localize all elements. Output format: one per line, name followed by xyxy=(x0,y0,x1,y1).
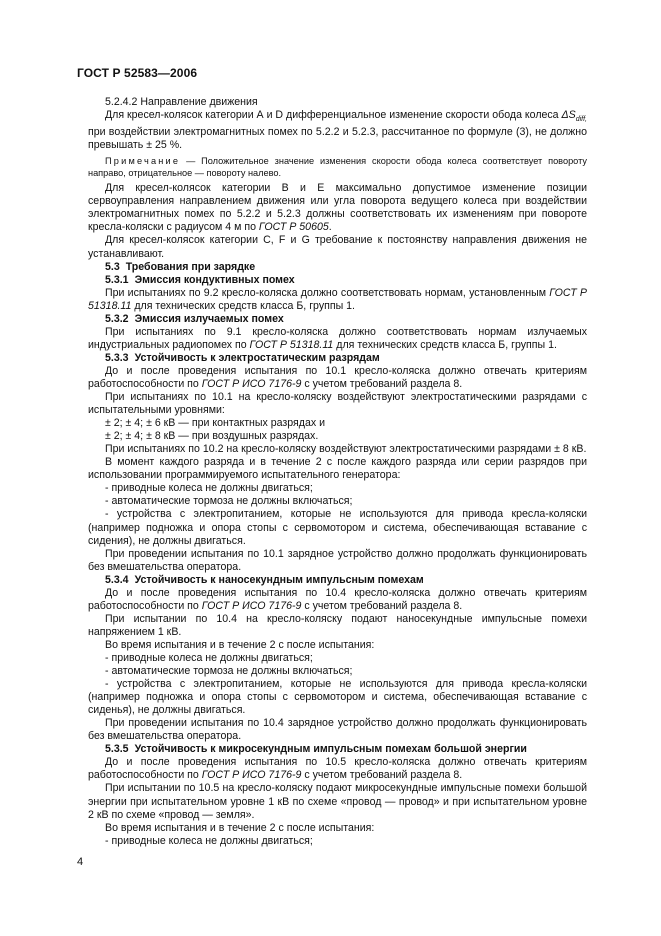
paragraph: Для кресел-колясок категории С, F и G требование к постоянству направления движения не устанавливают. xyxy=(88,234,587,260)
subsection-5242: 5.2.4.2 Направление движения xyxy=(105,96,258,108)
list-item: - приводные колеса не должны двигаться; xyxy=(105,651,313,664)
section-heading-5-3-5: 5.3.5 Устойчивость к микросекундным импульсным помехам большой энергии xyxy=(105,743,527,756)
paragraph: Во время испытания и в течение 2 с после испытания: xyxy=(105,821,375,834)
paragraph: До и после проведения испытания по 10.4 кресло-коляска должно отвечать критериям работоспособности по ГОСТ Р ИСО 7176-9 с учетом требований раздела 8. xyxy=(88,586,587,612)
paragraph: До и после проведения испытания по 10.5 кресло-коляска должно отвечать критериям работоспособности по ГОСТ Р ИСО 7176-9 с учетом требований раздела 8. xyxy=(88,756,587,782)
list-item: - автоматические тормоза не должны включаться; xyxy=(105,665,353,678)
list-item: ± 2; ± 4; ± 6 кВ — при контактных разрядах и xyxy=(105,417,326,430)
header-title: ГОСТ Р 52583—2006 xyxy=(77,66,198,80)
paragraph: При испытаниях по 10.2 на кресло-коляску воздействуют электростатическими разрядами ± 8 кВ. xyxy=(105,443,587,456)
paragraph: При испытании по 10.5 на кресло-коляску подают микросекундные импульсные помехи большой энергии при испытательном уровне 1 кВ по схеме «провод — провод» и при испытательном уровне 2 кВ по схеме «провод — земля». xyxy=(88,782,587,821)
paragraph: При испытаниях по 9.1 кресло-коляска должно соответствовать нормам излучаемых индустриальных радиопомех по ГОСТ Р 51318.11 для технических средств класса Б, группы 1. xyxy=(88,325,587,351)
paragraph: При испытаниях по 10.1 на кресло-коляску воздействуют электростатическими разрядами с испытательными уровнями: xyxy=(88,391,587,417)
section-heading-5-3-2: 5.3.2 Эмиссия излучаемых помех xyxy=(105,312,284,325)
list-item: - приводные колеса не должны двигаться; xyxy=(105,834,313,847)
paragraph: Во время испытания и в течение 2 с после испытания: xyxy=(105,638,375,651)
list-item: - автоматические тормоза не должны включаться; xyxy=(105,495,353,508)
list-item: - устройства с электропитанием, которые не используются для привода кресла-коляски (например подножка и опора стопы с сервомотором и система, обеспечивающая вставание с сиденья), не должны двигаться. xyxy=(88,678,587,717)
paragraph: До и после проведения испытания по 10.1 кресло-коляска должно отвечать критериям работоспособности по ГОСТ Р ИСО 7176-9 с учетом требований раздела 8. xyxy=(88,364,587,390)
paragraph: При испытаниях по 9.2 кресло-коляска должно соответствовать нормам, установленным ГОСТ Р 51318.11 для технических средств класса Б, группы 1. xyxy=(88,286,587,312)
section-heading-5-3: 5.3 Требования при зарядке xyxy=(105,260,256,273)
note: Примечание — Положительное значение изменения скорости обода колеса соответствует повороту направо, отрицательное — повороту налево. xyxy=(88,156,587,179)
paragraph: При проведении испытания по 10.1 зарядное устройство должно продолжать функционировать без вмешательства оператора. xyxy=(88,547,587,573)
section-heading-5-3-4: 5.3.4 Устойчивость к наносекундным импульсным помехам xyxy=(105,573,424,586)
paragraph: Для кресел-колясок категории А и D дифференциальное изменение скорости обода колеса $\Delta S_{diff,}$ при воздействии электромагнитных помех по 5.2.2 и 5.2.3, рассчитанное по формуле (3), не должно превышать ± 25 %. xyxy=(88,109,588,152)
paragraph: При проведении испытания по 10.4 зарядное устройство должно продолжать функционировать без вмешательства оператора. xyxy=(88,717,587,743)
list-item: - приводные колеса не должны двигаться; xyxy=(105,482,313,495)
paragraph: В момент каждого разряда и в течение 2 с после каждого разряда или серии разрядов при использовании программируемого испытательного генератора: xyxy=(88,456,587,482)
page-number: 4 xyxy=(77,856,84,868)
paragraph: Для кресел-колясок категории В и Е максимально допустимое изменение позиции сервоуправления направлением движения или угла поворота ведущего колеса при воздействии электромагнитных помех по 5.2.2 и 5.2.3 должны соответствовать их изменениям при повороте кресла-коляски с радиусом 4 м по ГОСТ Р 50605. xyxy=(88,182,587,234)
list-item: - устройства с электропитанием, которые не используются для привода кресла-коляски (например подножка и опора стопы с сервомотором и система, обеспечивающая вставание с сидения), не должны двигаться. xyxy=(88,508,587,547)
list-item: ± 2; ± 4; ± 8 кВ — при воздушных разрядах. xyxy=(105,430,319,443)
document-body xyxy=(88,96,587,848)
section-heading-5-3-1: 5.3.1 Эмиссия кондуктивных помех xyxy=(105,273,295,286)
section-heading-5-3-3: 5.3.3 Устойчивость к электростатическим разрядам xyxy=(105,351,380,364)
paragraph: При испытании по 10.4 на кресло-коляску подают наносекундные импульсные помехи напряжением 1 кВ. xyxy=(88,612,587,638)
